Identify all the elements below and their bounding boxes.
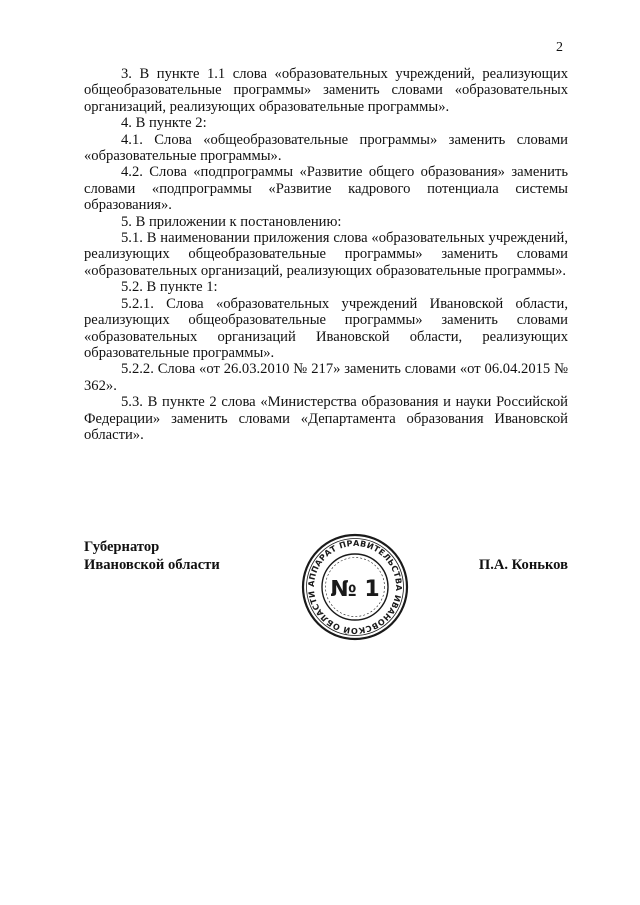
paragraph-5-3: 5.3. В пункте 2 слова «Министерства образования и науки Российской Федерации» заменить словами «Департамента образования Ивановской области». xyxy=(84,394,568,443)
signatory-title-line2: Ивановской области xyxy=(84,557,220,573)
official-seal xyxy=(300,532,410,642)
signatory-title-line1: Губернатор xyxy=(84,539,160,555)
paragraph-3: 3. В пункте 1.1 слова «образовательных учреждений, реализующих общеобразовательные программы» заменить словами «образовательных организаций, реализующих образовательные программы». xyxy=(84,66,568,115)
paragraph-4: 4. В пункте 2: xyxy=(121,115,207,132)
paragraph-5-2-1: 5.2.1. Слова «образовательных учреждений Ивановской области, реализующих общеобразовательные программы» заменить словами «образовательных организаций Ивановской области, реализующих образовательные программы». xyxy=(84,295,568,361)
signatory-name: П.А. Коньков xyxy=(478,557,568,573)
paragraph-5-2-2: 5.2.2. Слова «от 26.03.2010 № 217» заменить словами «от 06.04.2015 № 362». xyxy=(84,361,568,394)
seal-number: № 1 xyxy=(330,577,380,602)
paragraph-5-1: 5.1. В наименовании приложения слова «образовательных учреждений, реализующих общеобразовательные программы» заменить словами «образовательных организаций, реализующих образовательные программы». xyxy=(84,230,568,279)
paragraph-5: 5. В приложении к постановлению: xyxy=(121,213,342,230)
signatory-title xyxy=(84,538,220,574)
signature-block xyxy=(84,538,568,648)
document-body xyxy=(84,66,568,443)
paragraph-4-2: 4.2. Слова «подпрограммы «Развитие общего образования» заменить словами «подпрограммы «Развитие кадрового потенциала системы образования». xyxy=(84,164,568,214)
paragraph-5-2: 5.2. В пункте 1: xyxy=(121,279,218,296)
paragraph-4-1: 4.1. Слова «общеобразовательные программы» заменить словами «образовательные программы». xyxy=(84,131,568,165)
seal-ring-text: АППАРАТ ПРАВИТЕЛЬСТВА ИВАНОВСКОЙ ОБЛАСТИ xyxy=(305,537,405,637)
page-number: 2 xyxy=(556,40,563,55)
